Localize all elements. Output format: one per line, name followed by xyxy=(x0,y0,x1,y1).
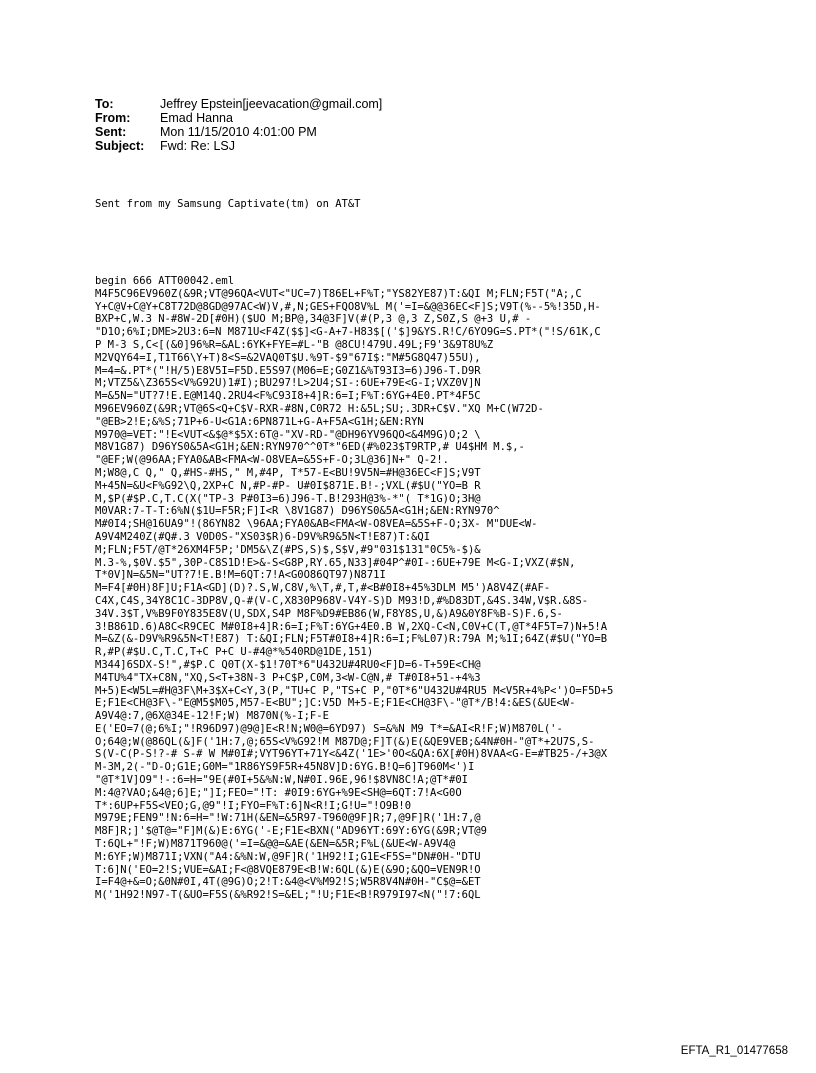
encoded-line: T*:6UP+F5S<VEO;G,@9"!I;FYO=F%T:6]N<R!I;G!U="!O9B!0 xyxy=(95,799,412,812)
sent-value: Mon 11/15/2010 4:01:00 PM xyxy=(160,125,317,139)
sent-from-signature: Sent from my Samsung Captivate(tm) on AT&T xyxy=(95,198,361,210)
from-row xyxy=(95,111,382,125)
encoded-line: M8F]R;]'$@T@="F]M(&)E:6YG('-E;F1E<BXN("AD96YT:69Y:6YG(&9R;VT@9 xyxy=(95,825,487,838)
encoded-line: M+5)E<W5L=#H@3F\M+3$X+C<Y,3(P,"TU+C P,"TS+C P,"0T*6"U432U#4RU5 M<V5R+4%P<')O=F5D+5 xyxy=(95,684,614,697)
uuencoded-attachment xyxy=(95,275,613,902)
encoded-line: "@EF;W(@96AA;FYA0&AB<FMA<W-O8VEA=&5S+F-O;3L@36]N+" Q-2!. xyxy=(95,454,450,467)
encoded-line: M:4@?VAO;&4@;6]E;"]I;FEO="!T: #0I9:6YG+%9E<SH@=6QT:7!A<G0O xyxy=(95,786,462,799)
encoded-line: M970@=VET:"!E<VUT<&$@*$5X:6T@-"XV-RD-"@DH96YV96QO<&4M9G)O;2 \ xyxy=(95,428,481,441)
encoded-line: M;VTZ5&\Z365S<V%G92U)1#I);BU297!L>2U4;SI-:6UE+79E<G-I;VXZ0V]N xyxy=(95,377,481,390)
subject-row xyxy=(95,139,382,153)
from-label: From: xyxy=(95,111,131,125)
encoded-line: E;F1E<CH@3F\-"E@M5$M05,M57-E<BU";]C:V5D M+5-E;F1E<CH@3F\-"@T*/B!4:&ES(&UE<W- xyxy=(95,697,576,710)
encoded-line: M344]6SDX-S!",#$P.C Q0T(X-$1!70T*6"U432U#4RU0<F]D=6-T+59E<CH@ xyxy=(95,658,481,671)
encoded-line: M2VQY64=I,T1T66\Y+T)8<S=&2VAQ0T$U.%9T-$9"67I$:"M#5G8Q47)55U), xyxy=(95,351,481,364)
encoded-line: M8V1G87) D96YS0&5A<G1H;&EN:RYN970^^0T*"6ED(#%023$T9RTP,# U4$HM M.$,- xyxy=(95,441,525,454)
encoded-line: M-3M,2(-"D-O;G1E;G0M="1R86YS9F5R+45N8V]D:6YG.B!Q=6]T960M<')I xyxy=(95,761,475,774)
encoded-line: "@T*1V]O9"!-:6=H="9E(#0I+5&%N:W,N#0I.96E,96!$8VN8C!A;@T*#0I xyxy=(95,774,468,787)
encoded-line: M.3-%,$0V.$5",30P-C8S1D!E>&-S<G8P,RY.65,N33]#04P^#0I-:6UE+79E M<G-I;VXZ(#$N, xyxy=(95,556,576,569)
encoded-line: "D1O;6%I;DME>2U3:6=N M871U<F4Z($$]<G-A+7-H83$[('$]9&YS.R!C/6YO9G=S.PT*("!S/61K,C xyxy=(95,326,601,339)
encoded-line: P M-3 S,C<[(&0]96%R=&AL:6YK+FYE=#L-"B @8CU!479U.49L;F9'3&9T8U%Z xyxy=(95,338,494,351)
subject-label: Subject: xyxy=(95,139,145,153)
encoded-line: M=4=&.PT*("!H/5)E8V5I=F5D.E5S97(M06=E;G0Z1&%T93I3=6)J96-T.D9R xyxy=(95,364,481,377)
encoded-line: 3!B861D.6)A8C<R9CEC M#0I8+4]R:6=I;F%T:6YG+4E0.B W,2XQ-C<N,C0V+C(T,@T*4F5T=7)N+5!A xyxy=(95,620,608,633)
encoded-line: T:6QL+"!F;W)M871T960@('=I=&@@=&AE(&EN=&5R;F%L(&UE<W-A9V4@ xyxy=(95,838,456,851)
sent-row xyxy=(95,125,382,139)
encoded-line: M=&5N="UT?7!E.E@M14Q.2RU4<F%C93I8+4]R:6=I;F%T:6YG+4E0.PT*4F5C xyxy=(95,390,481,403)
encoded-line: 34V.3$T,V%B9F0Y835E8V(U,SDX,S4P M8F%D9#EB86(W,F8Y8S,U,&)A9&0Y8F%B-S)F.6,S- xyxy=(95,607,563,620)
encoded-line: M;W8@,C Q," Q,#HS-#HS," M,#4P, T*57-E<BU!9V5N=#H@36EC<F]S;V9T xyxy=(95,466,481,479)
encoded-line: Y+C@V+C@Y+C8T72D@8GD@97AC<W)V,#,N;GES+FQO8V%L M('=I=&@@36EC<F]S;V9T(%--5%!35D,H- xyxy=(95,300,601,313)
encoded-line: M96EV960Z(&9R;VT@6S<Q+C$V-RXR-#8N,C0R72 H:&5L;SU;.3DR+C$V."XQ M+C(W72D- xyxy=(95,402,544,415)
to-label: To: xyxy=(95,97,114,111)
subject-value: Fwd: Re: LSJ xyxy=(160,139,236,153)
encoded-line: S(V-C(P-S!?-# S-# W M#0I#;VYT96YT+71Y<&4Z('1E>'0O<&QA:6X[#0H)8VAA<G-E=#TB25-/+3@X xyxy=(95,748,608,761)
encoded-line: begin 666 ATT00042.eml xyxy=(95,275,235,287)
encoded-line: M:6YF;W)M871I;VXN("A4:&%N:W,@9F]R('1H92!I;G1E<F5S="DN#0H-"DTU xyxy=(95,850,481,863)
encoded-line: M('1H92!N97-T(&UO=F5S(&%R92!S=&EL;"!U;F1E<B!R979I97<N("!7:6QL xyxy=(95,889,481,902)
encoded-line: O;64@;W(@86QL(&]F('1H:7,@;65S<V%G92!M M87D@;F]T(&)E(&QE9VEB;&4N#0H-"@T*+2U7S,S- xyxy=(95,735,595,748)
to-row xyxy=(95,97,382,111)
encoded-line: R,#P(#$U.C,T.C,T+C P+C U-#4@*%540RD@1DE,151) xyxy=(95,646,374,659)
encoded-line: M0VAR:7-T-T:6%N($1U=F5R;F]I<R \8V1G87) D96YS0&5A<G1H;&EN:RYN970^ xyxy=(95,505,500,518)
encoded-line: M4TU%4"TX+C8N,"XQ,S<T+38N-3 P+C$P,C0M,3<W-C@N,# T#0I8+51-+4%3 xyxy=(95,671,481,684)
sent-label: Sent: xyxy=(95,125,127,139)
bates-number: EFTA_R1_01477658 xyxy=(680,1045,788,1057)
encoded-line: T:6]N('EO=2!S;VUE=&AI;F<@8VQE879E<B!W:6QL(&)E(&9O;&QO=VEN9R!O xyxy=(95,863,481,876)
to-value: Jeffrey Epstein[jeevacation@gmail.com] xyxy=(160,97,383,111)
encoded-line: M=F4[#0H)8F]U;F1A<GD](D)?.S,W,C8V,%\T,#,T,#<B#0I8+45%3DLM M5')A8V4Z(#AF- xyxy=(95,582,551,595)
encoded-line: T*0V]N=&5N="UT?7!E.B!M=6QT:7!A<G0O86QT97)N871I xyxy=(95,569,386,582)
encoded-line: E('EO=7(@;6%I;"!R96D97)@9@]E<R!N;W0@=6YD97) S=&%N M9 T*=&AI<R!F;W)M870L('- xyxy=(95,722,563,735)
encoded-line: M,$P(#$P.C,T.C(X("TP-3 P#0I3=6)J96-T.B!293H@3%-*"( T*1G)O;3H@ xyxy=(95,492,481,505)
encoded-line: M;FLN;F5T/@T*26XM4F5P;'DM5&\Z(#PS,S)$,S$V,#9"031$131"0C5%-$)& xyxy=(95,543,481,556)
encoded-line: M4F5C96EV960Z(&9R;VT@96QA<VUT<"UC=7)T86EL+F%T;"YS82YE87)T:&QI M;FLN;F5T("A;,C xyxy=(95,287,582,300)
encoded-line: M#0I4;SH@16UA9"!(86YN82 \96AA;FYA0&AB<FMA<W-O8VEA=&5S+F-O;3X- M"DUE<W- xyxy=(95,518,538,531)
email-header xyxy=(95,97,382,153)
encoded-line: M979E;FEN9"!N:6=H="!W:71H(&EN=&5R97-T960@9F]R;7,@9F]R('1H:7,@ xyxy=(95,812,481,825)
encoded-line: M+45N=&U<F%G92\Q,2XP+C N,#P-#P- U#0I$871E.B!-;VXL(#$U("YO=B R xyxy=(95,479,481,492)
encoded-line: "@EB>2!E;&%S;71P+6-U<G1A:6PN871L+G-A+F5A<G1H;&EN:RYN xyxy=(95,415,424,428)
encoded-line: BXP+C,W.3 N-#8W-2D[#0H)($UO M;BP@,34@3F]V(#(P,3 @,3 Z,S0Z,S @+3 U,# - xyxy=(95,313,532,326)
encoded-line: A9V4@:7,@6X@34E-12!F;W) M870N(%-I;F-E xyxy=(95,710,329,723)
from-value: Emad Hanna xyxy=(160,111,233,125)
encoded-line: M=&Z(&-D9V%R9&5N<T!E87) T:&QI;FLN;F5T#0I8+4]R:6=I;F%L07)R:79A M;%1I;64Z(#$U("YO=B xyxy=(95,633,608,646)
encoded-line: A9V4M240Z(#Q#.3 V0D0S-"XS03$R)6-D9V%R9&5N<T!E87)T:&QI xyxy=(95,530,431,543)
encoded-line: I=F4@+&=O;&0N#0I,4T(@9G)O;2!T:&4@<V%M92!S;W5R8V4N#0H-"C$@=&ET xyxy=(95,876,481,889)
encoded-line: C4X,C4S,34Y8C1C-3DP8V,Q-#(V-C,X830P968V-V4Y-S)D M93!D,#%D83DT,&4S.34W,V$R.&8S- xyxy=(95,594,589,607)
